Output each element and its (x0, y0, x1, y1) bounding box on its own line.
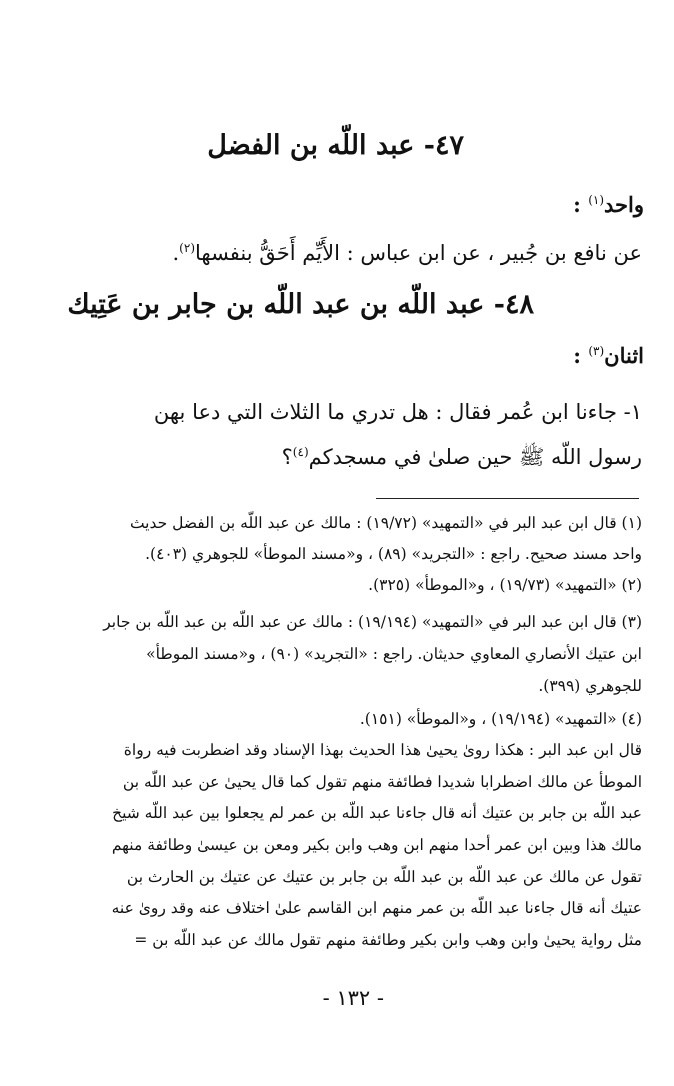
entry-47-text: عن نافع بن جُبير ، عن ابن عباس : الأَيِّم أَحَقُّ بنفسها$^{(٢)}$. (172, 241, 642, 265)
footnote-4-line-5: مالك هذا وبين ابن عمر أحدا منهم ابن وهب وابن بكير ومعن بن عيسىٰ وطائفة منهم (111, 836, 642, 854)
footnote-3-line-2: ابن عتيك الأنصاري المعاوي حديثان. راجع : «التجريد» (٩٠) ، و«مسند الموطأ» (146, 645, 642, 663)
entry-47-heading: ٤٧- عبد اللّه بن الفضل (207, 130, 464, 161)
footnote-ref-2: (٢) (179, 241, 195, 255)
entry-48-hadith-line-1: ١- جاءنا ابن عُمر فقال : هل تدري ما الثلاث التي دعا بهن (153, 400, 642, 424)
entry-48-hadith-line-2: رسول اللّه ﷺ حين صلىٰ في مسجدكم$^{(٤)}$؟ (281, 445, 642, 469)
footnote-1-line-1: (١) قال ابن عبد البر في «التمهيد» (١٩/٧٢) : مالك عن عبد اللّه بن الفضل حديث (129, 514, 642, 532)
footnote-4-line-3: الموطأ عن مالك اضطرابا شديدا فطائفة منهم تقول كما قال يحيىٰ عن عبد اللّه بن (122, 773, 642, 791)
footnote-1-line-2: واحد مسند صحيح. راجع : «التجريد» (٨٩) ، و«مسند الموطأ» للجوهري (٤٠٣). (145, 545, 642, 563)
footnote-4-line-6: تقول عن مالك عن عبد اللّه بن عبد اللّه بن جابر بن عتيك عن عتيك بن الحارث بن (126, 868, 642, 886)
footnote-4-line-1: (٤) «التمهيد» (١٩/١٩٤) ، و«الموطأ» (١٥١). (359, 710, 642, 728)
entry-47-hadith: عن نافع بن جُبير ، عن ابن عباس : الأَيِّم أَحَقُّ بنفسها (195, 241, 642, 265)
footnote-ref-1: (١) (588, 193, 605, 207)
entry-47-count-label: واحد$^{(١)}$ : (573, 192, 644, 217)
entry-48-count-text: اثنان (604, 343, 644, 368)
footnote-2: (٢) «التمهيد» (١٩/٧٣) ، و«الموطأ» (٣٢٥). (368, 576, 642, 594)
footnote-3-line-1: (٣) قال ابن عبد البر في «التمهيد» (١٩/١٩٤) : مالك عن عبد اللّه بن عبد اللّه بن جابر (103, 613, 642, 631)
footnote-separator (376, 498, 639, 499)
page-number: - ١٣٢ - (322, 986, 384, 1010)
footnote-4-line-8: مثل رواية يحيىٰ وابن وهب وابن بكير وطائفة منهم تقول مالك عن عبد اللّه بن = (134, 931, 642, 949)
footnote-3-line-3: للجوهري (٣٩٩). (538, 677, 642, 695)
footnote-4-line-7: عتيك أنه قال جاءنا عبد اللّه بن عمر منهم ابن القاسم علىٰ اختلاف عنه وقد روىٰ عنه (111, 899, 642, 917)
footnote-4-line-4: عبد اللّه بن جابر بن عتيك أنه قال جاءنا عبد اللّه بن عمر لم يجعلوا بين عبد اللّه شيخ (112, 804, 642, 822)
entry-48-count-label: اثنان$^{(٣)}$ : (573, 343, 644, 368)
entry-48-heading: ٤٨- عبد اللّه بن عبد اللّه بن جابر بن عَتِيك (67, 289, 534, 320)
entry-47-count-text: واحد (604, 192, 644, 217)
footnote-4-line-2: قال ابن عبد البر : هكذا روىٰ يحيىٰ هذا الحديث بهذا الإسناد وقد اضطربت فيه رواة (123, 741, 642, 759)
entry-48-hadith-text: رسول اللّه ﷺ حين صلىٰ في مسجدكم (308, 445, 642, 469)
footnote-ref-4: (٤) (292, 445, 309, 459)
footnote-ref-3: (٣) (588, 344, 605, 358)
